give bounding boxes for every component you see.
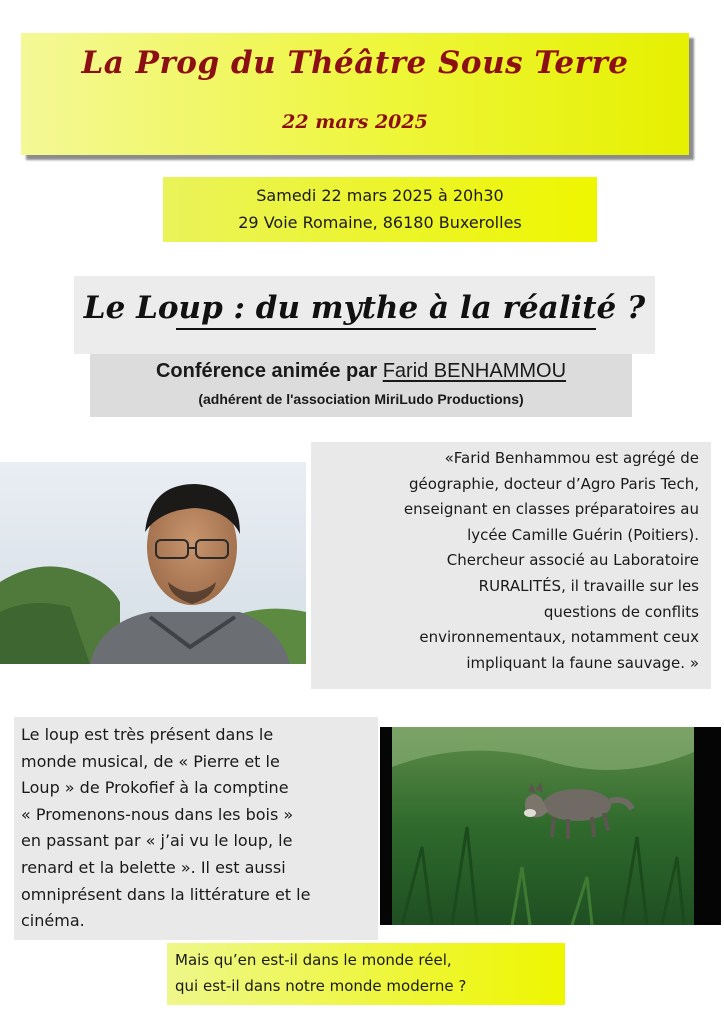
speaker-box — [90, 354, 632, 417]
portrait-image — [0, 462, 306, 664]
music-line: Loup » de Prokofief à la comptine — [21, 778, 289, 798]
header-banner — [21, 33, 689, 155]
bio-text-box — [311, 442, 711, 689]
event-address: 29 Voie Romaine, 86180 Buxerolles — [238, 213, 522, 232]
bio-line: enseignant en classes préparatoires au — [403, 500, 699, 519]
bio-line: «Farid Benhammou est agrégé de — [444, 449, 699, 467]
music-line: renard et la belette ». Il est aussi — [21, 857, 286, 877]
closing-question-box — [167, 943, 565, 1005]
bio-line: questions de conflits — [543, 602, 699, 621]
music-line: monde musical, de « Pierre et le — [21, 751, 280, 771]
event-datetime: Samedi 22 mars 2025 à 20h30 — [256, 186, 504, 205]
conference-title-box — [74, 276, 655, 354]
speaker-portrait-photo — [0, 462, 306, 664]
music-line: en passant par « j’ai vu le loup, le — [21, 831, 293, 851]
bio-line: lycée Camille Guérin (Poitiers). — [467, 525, 699, 544]
music-line: Le loup est très présent dans le — [21, 725, 274, 744]
wolf-image — [392, 727, 694, 925]
title-underline — [176, 328, 596, 330]
bio-line: impliquant la faune sauvage. » — [466, 653, 699, 672]
question-line: qui est-il dans notre monde moderne ? — [175, 977, 467, 995]
speaker-prefix: Conférence animée par — [155, 360, 383, 382]
bio-line: RURALITÉS, il travaille sur les — [478, 576, 699, 595]
conference-title: Le Loup : du mythe à la réalité ? — [83, 290, 646, 326]
speaker-affiliation: (adhérent de l'association MiriLudo Productions) — [198, 391, 524, 407]
bio-line: géographie, docteur d’Agro Paris Tech, — [409, 474, 699, 493]
event-info-box — [163, 177, 597, 242]
music-line: cinéma. — [21, 911, 85, 931]
speaker-line — [90, 360, 632, 383]
music-text-box — [14, 717, 378, 940]
wolf-photo — [392, 727, 694, 925]
speaker-name: Farid BENHAMMOU — [382, 360, 567, 382]
music-line: « Promenons-nous dans les bois » — [21, 804, 294, 824]
music-line: omniprésent dans la littérature et le — [21, 884, 311, 904]
bio-line: environnementaux, notamment ceux — [419, 628, 699, 647]
header-date: 22 mars 2025 — [282, 111, 428, 133]
page-title: La Prog du Théâtre Sous Terre — [81, 45, 629, 81]
question-line: Mais qu’en est-il dans le monde réel, — [175, 951, 452, 969]
bio-line: Chercheur associé au Laboratoire — [446, 551, 699, 570]
